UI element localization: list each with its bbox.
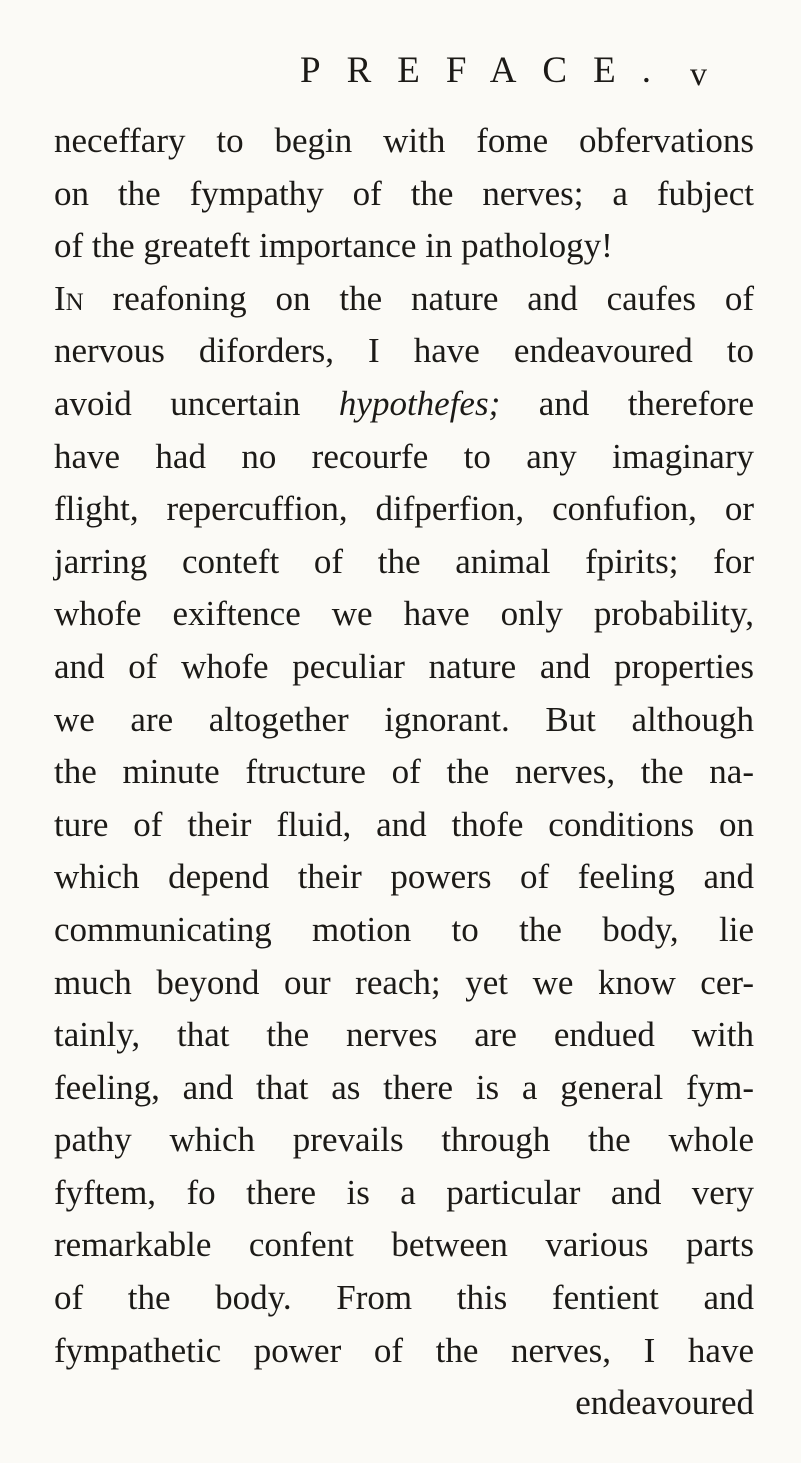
catchword: endeavoured xyxy=(575,1383,754,1423)
text-segment: which depend their powers of feeling and xyxy=(54,857,754,897)
text-segment: we are altogether ignorant. But although xyxy=(54,699,754,739)
text-segment: jarring conteft of the animal fpirits; for xyxy=(54,541,754,581)
text-line xyxy=(54,851,754,904)
text-line xyxy=(54,536,754,589)
text-line xyxy=(54,1114,754,1167)
text-line xyxy=(54,1009,754,1062)
text-line xyxy=(54,378,754,431)
text-segment: In xyxy=(54,278,84,318)
text-line xyxy=(54,746,754,799)
body-text xyxy=(54,115,754,1430)
text-segment: pathy which prevails through the whole xyxy=(54,1120,754,1160)
text-segment: ture of their fluid, and thofe conditions on xyxy=(54,804,754,844)
text-segment: have had no recourfe to any imaginary xyxy=(54,436,754,476)
text-line xyxy=(54,1219,754,1272)
text-segment: on the fympathy of the nerves; a fubject xyxy=(54,173,754,213)
text-line xyxy=(54,431,754,484)
text-line xyxy=(54,1272,754,1325)
text-line xyxy=(54,1167,754,1220)
text-line xyxy=(54,588,754,641)
text-segment: feeling, and that as there is a general fym- xyxy=(54,1067,754,1107)
text-segment: tainly, that the nerves are endued with xyxy=(54,1015,754,1055)
text-segment: avoid uncertain xyxy=(54,383,339,423)
running-title: PREFACE. xyxy=(300,50,677,91)
text-line xyxy=(54,220,754,273)
text-segment: fyftem, fo there is a particular and very xyxy=(54,1172,754,1212)
text-segment: nervous diforders, I have endeavoured to xyxy=(54,331,754,371)
text-segment: of the body. From this fentient and xyxy=(54,1278,754,1318)
text-segment: hypothefes; xyxy=(338,383,501,423)
text-segment: much beyond our reach; yet we know cer- xyxy=(54,962,754,1002)
text-line xyxy=(54,799,754,852)
text-segment: and therefore xyxy=(500,383,754,423)
text-segment: and of whofe peculiar nature and properties xyxy=(54,646,754,686)
text-segment: whofe exiftence we have only probability, xyxy=(54,594,754,634)
text-line xyxy=(54,694,754,747)
text-segment: remarkable confent between various parts xyxy=(54,1225,754,1265)
text-line xyxy=(54,904,754,957)
text-line xyxy=(54,957,754,1010)
page-header xyxy=(0,46,801,96)
page-number: v xyxy=(690,56,707,93)
text-line xyxy=(54,325,754,378)
text-line xyxy=(54,168,754,221)
text-segment: reafoning on the nature and caufes of xyxy=(83,278,754,318)
text-line xyxy=(54,483,754,536)
text-line xyxy=(54,1062,754,1115)
text-line xyxy=(54,273,754,326)
text-segment: the minute ftructure of the nerves, the na- xyxy=(54,752,754,792)
text-line xyxy=(54,115,754,168)
text-segment: flight, repercuffion, difperfion, confufion, or xyxy=(54,489,754,529)
text-line xyxy=(54,1325,754,1378)
text-segment: communicating motion to the body, lie xyxy=(54,909,754,949)
text-segment: fympathetic power of the nerves, I have xyxy=(54,1330,754,1370)
text-segment: of the greateft importance in pathology! xyxy=(54,226,613,266)
text-line xyxy=(54,641,754,694)
text-segment: neceffary to begin with fome obfervations xyxy=(54,121,754,160)
